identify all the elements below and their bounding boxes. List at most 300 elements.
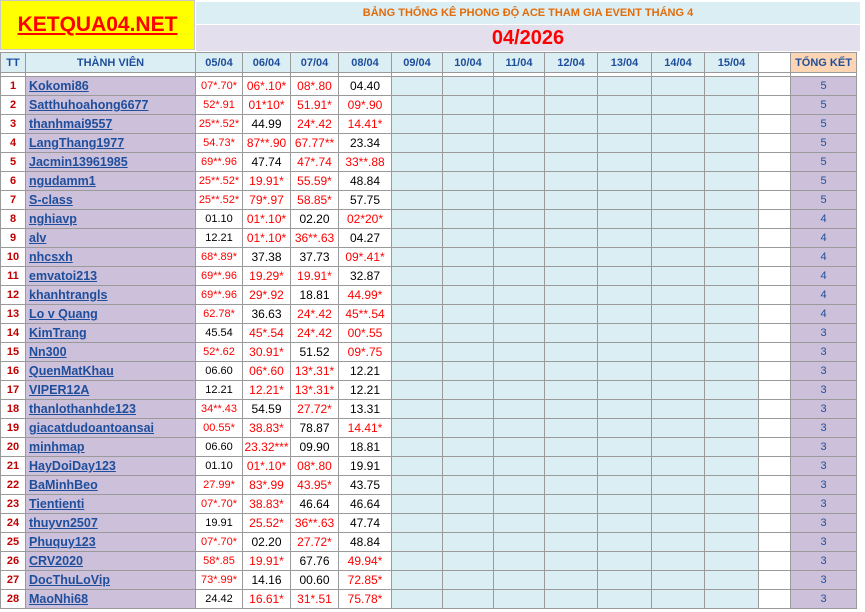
table-row <box>1 248 857 267</box>
value-cell: 12.21 <box>196 229 243 248</box>
empty-cell <box>705 400 759 419</box>
value-cell: 44.99 <box>243 115 291 134</box>
total-cell: 4 <box>791 229 857 248</box>
value-cell: 34**.43 <box>196 400 243 419</box>
row-number: 2 <box>1 96 26 115</box>
month-label: 04/2026 <box>196 25 860 51</box>
blank-cell <box>759 248 791 267</box>
empty-cell <box>705 134 759 153</box>
member-cell <box>26 552 196 571</box>
total-cell: 4 <box>791 305 857 324</box>
stats-table <box>0 52 857 609</box>
value-cell: 00*.55 <box>339 324 392 343</box>
value-cell: 67.76 <box>291 552 339 571</box>
member-cell <box>26 286 196 305</box>
total-cell: 3 <box>791 495 857 514</box>
empty-cell <box>545 115 598 134</box>
value-cell: 06.60 <box>196 438 243 457</box>
value-cell: 09*.41* <box>339 248 392 267</box>
value-cell: 49.94* <box>339 552 392 571</box>
row-number: 11 <box>1 267 26 286</box>
member-link[interactable]: VIPER12A <box>29 383 90 397</box>
blank-cell <box>759 134 791 153</box>
value-cell: 24*.42 <box>291 115 339 134</box>
empty-cell <box>705 77 759 96</box>
total-cell: 4 <box>791 267 857 286</box>
empty-cell <box>392 267 443 286</box>
member-link[interactable]: MaoNhi68 <box>29 592 89 606</box>
empty-cell <box>598 381 652 400</box>
empty-cell <box>705 229 759 248</box>
total-cell: 3 <box>791 457 857 476</box>
empty-cell <box>443 552 494 571</box>
total-cell: 3 <box>791 343 857 362</box>
value-cell: 19.91 <box>196 514 243 533</box>
empty-cell <box>545 381 598 400</box>
value-cell: 58.85* <box>291 191 339 210</box>
blank-cell <box>759 533 791 552</box>
empty-cell <box>392 457 443 476</box>
empty-cell <box>652 305 705 324</box>
empty-cell <box>545 96 598 115</box>
total-cell: 5 <box>791 153 857 172</box>
total-cell: 5 <box>791 77 857 96</box>
empty-cell <box>545 134 598 153</box>
header-blank <box>759 53 791 73</box>
value-cell: 13*.31* <box>291 381 339 400</box>
member-link[interactable]: khanhtrangls <box>29 288 108 302</box>
empty-cell <box>443 381 494 400</box>
value-cell: 46.64 <box>291 495 339 514</box>
value-cell: 09.90 <box>291 438 339 457</box>
member-link[interactable]: alv <box>29 231 47 245</box>
member-cell <box>26 96 196 115</box>
empty-cell <box>494 476 545 495</box>
empty-cell <box>443 533 494 552</box>
value-cell: 00.55* <box>196 419 243 438</box>
empty-cell <box>598 324 652 343</box>
empty-cell <box>652 438 705 457</box>
value-cell: 47.74 <box>243 153 291 172</box>
empty-cell <box>392 438 443 457</box>
value-cell: 69**.96 <box>196 153 243 172</box>
empty-cell <box>443 191 494 210</box>
total-cell: 3 <box>791 514 857 533</box>
empty-cell <box>598 229 652 248</box>
value-cell: 01*.10* <box>243 457 291 476</box>
empty-cell <box>494 343 545 362</box>
empty-cell <box>652 552 705 571</box>
header-date: 09/04 <box>392 53 443 73</box>
member-cell <box>26 590 196 609</box>
row-number: 4 <box>1 134 26 153</box>
value-cell: 01*10* <box>243 96 291 115</box>
table-row <box>1 305 857 324</box>
empty-cell <box>545 476 598 495</box>
empty-cell <box>443 153 494 172</box>
site-logo-text[interactable]: KETQUA04.NET <box>17 13 178 36</box>
empty-cell <box>494 134 545 153</box>
value-cell: 32.87 <box>339 267 392 286</box>
empty-cell <box>392 229 443 248</box>
empty-cell <box>652 77 705 96</box>
row-number: 13 <box>1 305 26 324</box>
member-cell <box>26 305 196 324</box>
value-cell: 24*.42 <box>291 305 339 324</box>
table-row <box>1 115 857 134</box>
total-cell: 4 <box>791 286 857 305</box>
empty-cell <box>545 552 598 571</box>
member-link[interactable]: emvatoi213 <box>29 269 98 283</box>
member-link[interactable]: giacatdudoantoansai <box>29 421 155 435</box>
value-cell: 29*.92 <box>243 286 291 305</box>
empty-cell <box>652 590 705 609</box>
total-cell: 5 <box>791 134 857 153</box>
value-cell: 25**.52* <box>196 191 243 210</box>
value-cell: 19.91* <box>243 552 291 571</box>
member-link[interactable]: Tientienti <box>29 497 85 511</box>
empty-cell <box>598 438 652 457</box>
empty-cell <box>443 419 494 438</box>
row-number: 15 <box>1 343 26 362</box>
value-cell: 00.60 <box>291 571 339 590</box>
member-link[interactable]: ngudamm1 <box>29 174 96 188</box>
member-link[interactable]: thuyvn2507 <box>29 516 98 530</box>
member-link[interactable]: Kokomi86 <box>29 79 89 93</box>
member-link[interactable]: Lo v Quang <box>29 307 98 321</box>
empty-cell <box>392 590 443 609</box>
table-row <box>1 191 857 210</box>
empty-cell <box>598 77 652 96</box>
total-cell: 3 <box>791 324 857 343</box>
empty-cell <box>598 400 652 419</box>
total-cell: 4 <box>791 210 857 229</box>
member-cell <box>26 571 196 590</box>
value-cell: 83*.99 <box>243 476 291 495</box>
empty-cell <box>705 153 759 172</box>
header-date: 06/04 <box>243 53 291 73</box>
member-link[interactable]: DocThuLoVip <box>29 573 111 587</box>
empty-cell <box>443 362 494 381</box>
empty-cell <box>598 590 652 609</box>
row-number: 20 <box>1 438 26 457</box>
empty-cell <box>494 248 545 267</box>
empty-cell <box>494 77 545 96</box>
empty-cell <box>545 248 598 267</box>
header-date: 08/04 <box>339 53 392 73</box>
empty-cell <box>443 343 494 362</box>
value-cell: 62.78* <box>196 305 243 324</box>
blank-cell <box>759 400 791 419</box>
value-cell: 24.42 <box>196 590 243 609</box>
total-cell: 5 <box>791 96 857 115</box>
empty-cell <box>443 77 494 96</box>
value-cell: 01*.10* <box>243 210 291 229</box>
empty-cell <box>705 96 759 115</box>
blank-cell <box>759 495 791 514</box>
table-row <box>1 210 857 229</box>
empty-cell <box>545 533 598 552</box>
empty-cell <box>443 96 494 115</box>
member-link[interactable]: KimTrang <box>29 326 87 340</box>
empty-cell <box>443 514 494 533</box>
empty-cell <box>652 115 705 134</box>
value-cell: 08*.80 <box>291 77 339 96</box>
empty-cell <box>494 495 545 514</box>
empty-cell <box>494 153 545 172</box>
empty-cell <box>494 96 545 115</box>
member-link[interactable]: nghiavp <box>29 212 77 226</box>
empty-cell <box>545 229 598 248</box>
empty-cell <box>392 153 443 172</box>
empty-cell <box>545 77 598 96</box>
empty-cell <box>545 324 598 343</box>
empty-cell <box>392 343 443 362</box>
empty-cell <box>494 229 545 248</box>
value-cell: 19.91* <box>291 267 339 286</box>
table-row <box>1 267 857 286</box>
blank-cell <box>759 267 791 286</box>
value-cell: 72.85* <box>339 571 392 590</box>
empty-cell <box>598 153 652 172</box>
empty-cell <box>392 381 443 400</box>
header-date: 05/04 <box>196 53 243 73</box>
member-cell <box>26 324 196 343</box>
row-number: 19 <box>1 419 26 438</box>
member-link[interactable]: HayDoiDay123 <box>29 459 116 473</box>
member-cell <box>26 533 196 552</box>
empty-cell <box>392 286 443 305</box>
member-link[interactable]: BaMinhBeo <box>29 478 98 492</box>
empty-cell <box>598 267 652 286</box>
member-cell <box>26 495 196 514</box>
member-link[interactable]: LangThang1977 <box>29 136 125 150</box>
member-link[interactable]: minhmap <box>29 440 85 454</box>
row-number: 22 <box>1 476 26 495</box>
table-row <box>1 571 857 590</box>
empty-cell <box>652 419 705 438</box>
member-cell <box>26 267 196 286</box>
blank-cell <box>759 115 791 134</box>
table-row <box>1 134 857 153</box>
member-cell <box>26 134 196 153</box>
value-cell: 33**.88 <box>339 153 392 172</box>
value-cell: 25**.52* <box>196 172 243 191</box>
empty-cell <box>598 495 652 514</box>
table-row <box>1 419 857 438</box>
value-cell: 57.75 <box>339 191 392 210</box>
empty-cell <box>392 191 443 210</box>
value-cell: 68*.89* <box>196 248 243 267</box>
empty-cell <box>443 324 494 343</box>
table-row <box>1 77 857 96</box>
empty-cell <box>705 286 759 305</box>
empty-cell <box>545 191 598 210</box>
member-link[interactable]: nhcsxh <box>29 250 73 264</box>
empty-cell <box>494 324 545 343</box>
value-cell: 07*.70* <box>196 495 243 514</box>
header-date: 12/04 <box>545 53 598 73</box>
value-cell: 01*.10* <box>243 229 291 248</box>
member-cell <box>26 457 196 476</box>
member-link[interactable]: CRV2020 <box>29 554 83 568</box>
member-cell <box>26 419 196 438</box>
value-cell: 54.59 <box>243 400 291 419</box>
value-cell: 69**.96 <box>196 267 243 286</box>
empty-cell <box>545 210 598 229</box>
member-link[interactable]: QuenMatKhau <box>29 364 114 378</box>
value-cell: 31*.51 <box>291 590 339 609</box>
empty-cell <box>392 362 443 381</box>
value-cell: 69**.96 <box>196 286 243 305</box>
empty-cell <box>705 324 759 343</box>
value-cell: 37.73 <box>291 248 339 267</box>
empty-cell <box>392 248 443 267</box>
empty-cell <box>652 457 705 476</box>
blank-cell <box>759 172 791 191</box>
table-row <box>1 286 857 305</box>
empty-cell <box>494 514 545 533</box>
total-cell: 3 <box>791 552 857 571</box>
empty-cell <box>598 305 652 324</box>
blank-cell <box>759 153 791 172</box>
empty-cell <box>494 438 545 457</box>
empty-cell <box>494 590 545 609</box>
empty-cell <box>545 438 598 457</box>
empty-cell <box>443 590 494 609</box>
header-row <box>1 53 857 73</box>
empty-cell <box>392 476 443 495</box>
empty-cell <box>545 267 598 286</box>
value-cell: 13*.31* <box>291 362 339 381</box>
empty-cell <box>545 514 598 533</box>
empty-cell <box>392 552 443 571</box>
value-cell: 36**.63 <box>291 229 339 248</box>
member-cell <box>26 191 196 210</box>
member-link[interactable]: Nn300 <box>29 345 67 359</box>
member-link[interactable]: thanlothanhde123 <box>29 402 136 416</box>
member-link[interactable]: Phuquy123 <box>29 535 96 549</box>
table-row <box>1 552 857 571</box>
value-cell: 37.38 <box>243 248 291 267</box>
value-cell: 46.64 <box>339 495 392 514</box>
empty-cell <box>705 476 759 495</box>
value-cell: 52*.91 <box>196 96 243 115</box>
row-number: 7 <box>1 191 26 210</box>
site-logo[interactable] <box>0 0 195 50</box>
table-row <box>1 457 857 476</box>
empty-cell <box>545 362 598 381</box>
empty-cell <box>705 343 759 362</box>
empty-cell <box>705 305 759 324</box>
empty-cell <box>598 96 652 115</box>
empty-cell <box>545 495 598 514</box>
empty-cell <box>494 381 545 400</box>
value-cell: 27.72* <box>291 533 339 552</box>
empty-cell <box>392 77 443 96</box>
value-cell: 04.40 <box>339 77 392 96</box>
value-cell: 19.91* <box>243 172 291 191</box>
total-cell: 3 <box>791 571 857 590</box>
value-cell: 38.83* <box>243 495 291 514</box>
empty-cell <box>652 476 705 495</box>
value-cell: 09*.90 <box>339 96 392 115</box>
empty-cell <box>652 495 705 514</box>
header-date: 07/04 <box>291 53 339 73</box>
total-cell: 3 <box>791 381 857 400</box>
empty-cell <box>705 571 759 590</box>
blank-cell <box>759 381 791 400</box>
value-cell: 51.91* <box>291 96 339 115</box>
empty-cell <box>545 590 598 609</box>
value-cell: 23.32*** <box>243 438 291 457</box>
empty-cell <box>443 476 494 495</box>
member-cell <box>26 476 196 495</box>
total-cell: 4 <box>791 248 857 267</box>
empty-cell <box>545 343 598 362</box>
value-cell: 36.63 <box>243 305 291 324</box>
empty-cell <box>545 172 598 191</box>
member-link[interactable]: thanhmai9557 <box>29 117 113 131</box>
header-tt: TT <box>1 53 26 73</box>
total-cell: 3 <box>791 533 857 552</box>
member-cell <box>26 362 196 381</box>
empty-cell <box>705 552 759 571</box>
empty-cell <box>598 172 652 191</box>
empty-cell <box>443 571 494 590</box>
value-cell: 01.10 <box>196 210 243 229</box>
blank-cell <box>759 324 791 343</box>
value-cell: 14.41* <box>339 419 392 438</box>
member-link[interactable]: Satthuhoahong6677 <box>29 98 149 112</box>
row-number: 27 <box>1 571 26 590</box>
empty-cell <box>705 210 759 229</box>
value-cell: 02*20* <box>339 210 392 229</box>
row-number: 10 <box>1 248 26 267</box>
empty-cell <box>598 533 652 552</box>
empty-cell <box>494 400 545 419</box>
total-cell: 5 <box>791 172 857 191</box>
table-row <box>1 96 857 115</box>
empty-cell <box>443 438 494 457</box>
empty-cell <box>652 343 705 362</box>
empty-cell <box>652 571 705 590</box>
member-cell <box>26 229 196 248</box>
value-cell: 67.77** <box>291 134 339 153</box>
empty-cell <box>494 571 545 590</box>
blank-cell <box>759 457 791 476</box>
table-row <box>1 438 857 457</box>
member-link[interactable]: Jacmin13961985 <box>29 155 128 169</box>
empty-cell <box>598 248 652 267</box>
empty-cell <box>652 134 705 153</box>
empty-cell <box>443 457 494 476</box>
blank-cell <box>759 419 791 438</box>
empty-cell <box>652 286 705 305</box>
empty-cell <box>598 419 652 438</box>
empty-cell <box>392 96 443 115</box>
empty-cell <box>598 514 652 533</box>
total-cell: 3 <box>791 362 857 381</box>
value-cell: 25**.52* <box>196 115 243 134</box>
table-row <box>1 324 857 343</box>
value-cell: 27.99* <box>196 476 243 495</box>
blank-cell <box>759 438 791 457</box>
member-link[interactable]: S-class <box>29 193 73 207</box>
empty-cell <box>443 210 494 229</box>
empty-cell <box>494 210 545 229</box>
empty-cell <box>652 172 705 191</box>
